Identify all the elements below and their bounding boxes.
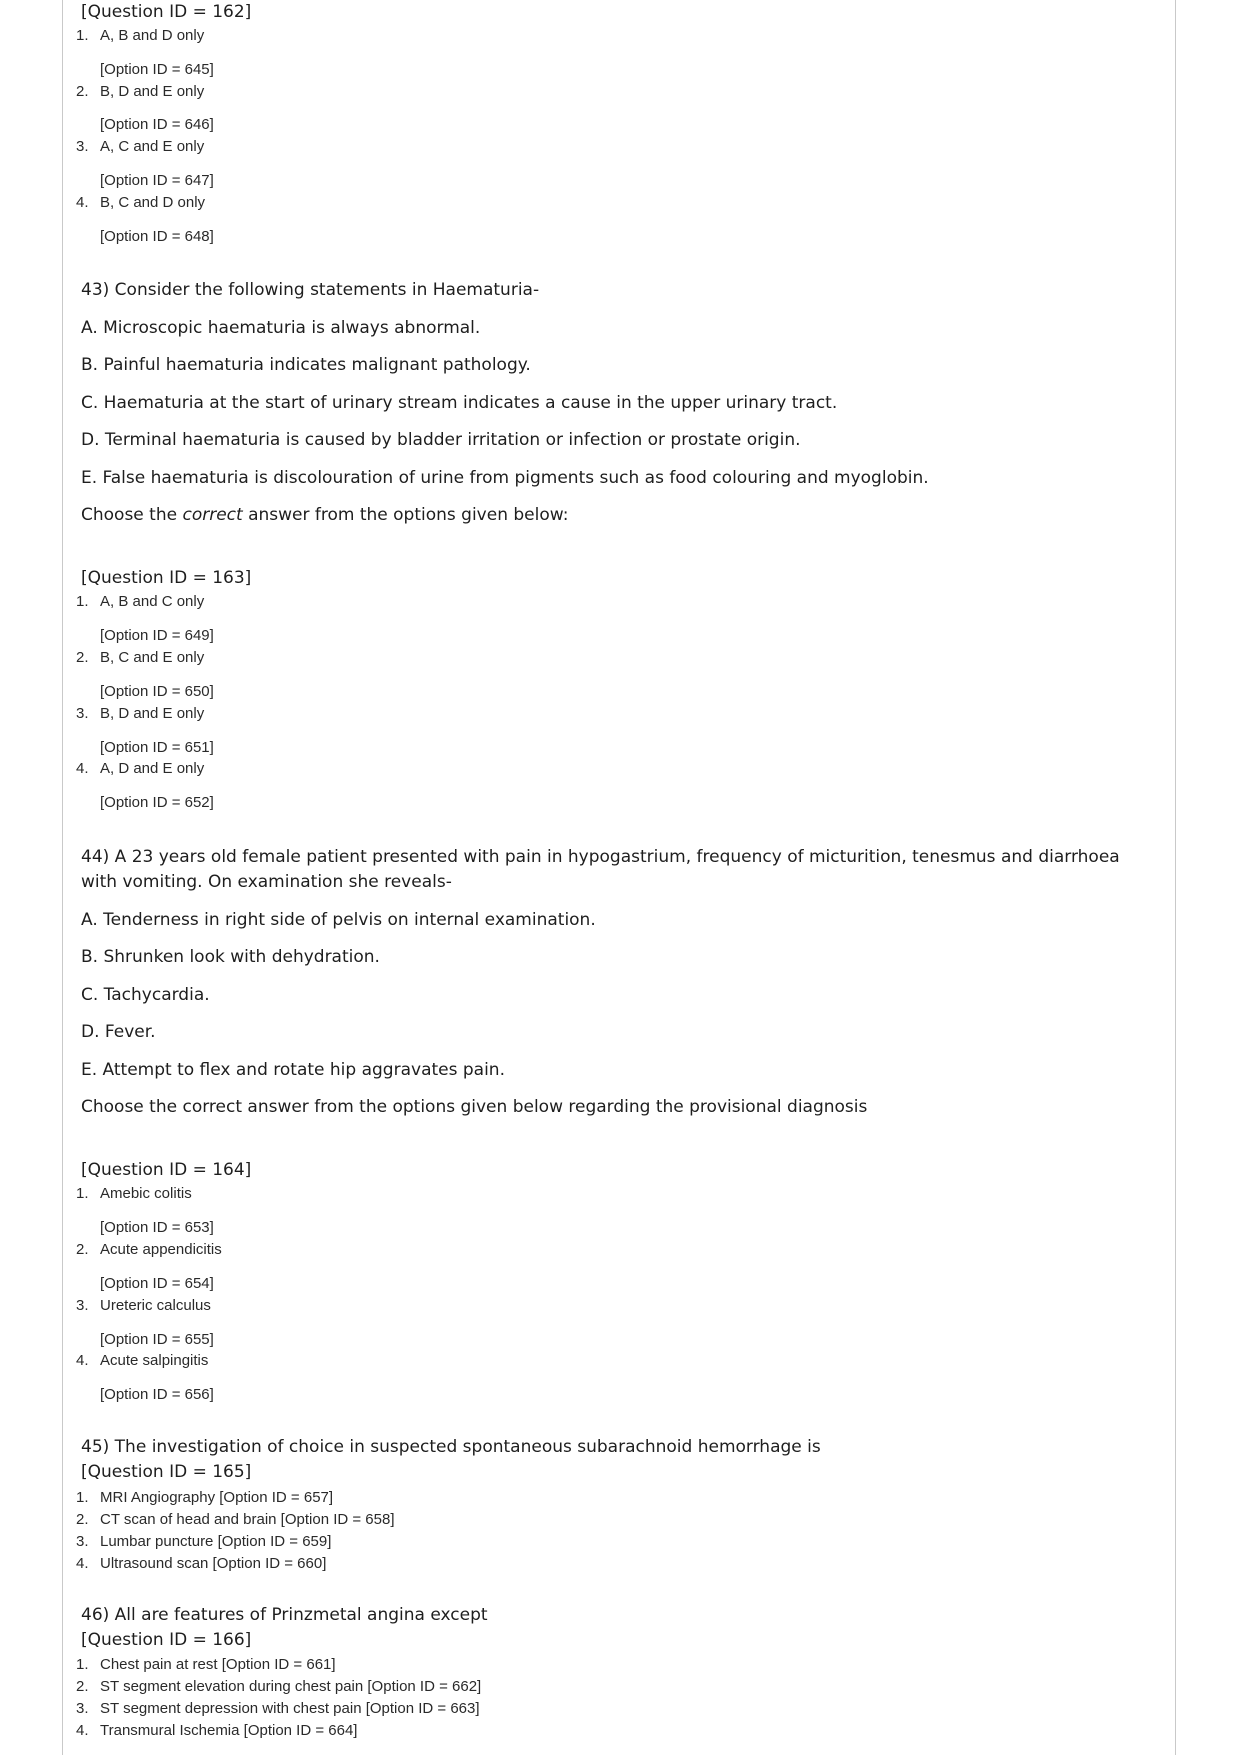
q42-option-4-id: [Option ID = 648] (100, 228, 214, 245)
q42-option-4-text[interactable]: B, C and D only (100, 194, 206, 211)
q44-option-1-id: [Option ID = 653] (100, 1219, 214, 1236)
q46-option-2-text[interactable]: ST segment elevation during chest pain [Option ID = 662] (100, 1678, 482, 1695)
q43-option-2-number: 2. (76, 649, 89, 666)
q42-option-2-number: 2. (76, 83, 89, 100)
q45-option-4-text[interactable]: Ultrasound scan [Option ID = 660] (100, 1555, 327, 1572)
q43-option-4-number: 4. (76, 760, 89, 777)
q44-option-4-text[interactable]: Acute salpingitis (100, 1352, 209, 1369)
q43-option-3-id: [Option ID = 651] (100, 739, 214, 756)
q43-option-4-id: [Option ID = 652] (100, 794, 214, 811)
q43-statement-e: E. False haematuria is discolouration of urine from pigments such as food colouring and myoglobin. (81, 468, 929, 488)
question-id-163: [Question ID = 163] (81, 568, 252, 588)
q46-option-1-number: 1. (76, 1656, 89, 1673)
q44-statement-e: E. Attempt to flex and rotate hip aggravates pain. (81, 1060, 505, 1080)
q44-option-2-id: [Option ID = 654] (100, 1275, 214, 1292)
q43-option-2-id: [Option ID = 650] (100, 683, 214, 700)
q42-option-2-id: [Option ID = 646] (100, 116, 214, 133)
q43-statement-c: C. Haematuria at the start of urinary stream indicates a cause in the upper urinary tract. (81, 393, 838, 413)
q45-option-4-number: 4. (76, 1555, 89, 1572)
q43-option-3-number: 3. (76, 705, 89, 722)
q42-option-3-id: [Option ID = 647] (100, 172, 214, 189)
q43-instruction (81, 505, 568, 525)
question-id-164: [Question ID = 164] (81, 1160, 252, 1180)
q45-heading: 45) The investigation of choice in suspected spontaneous subarachnoid hemorrhage is (81, 1437, 821, 1457)
q44-option-3-text[interactable]: Ureteric calculus (100, 1297, 211, 1314)
q42-option-1-number: 1. (76, 27, 89, 44)
question-id-166: [Question ID = 166] (81, 1630, 252, 1650)
q43-statement-a: A. Microscopic haematuria is always abnormal. (81, 318, 481, 338)
q45-option-3-number: 3. (76, 1533, 89, 1550)
q44-statement-a: A. Tenderness in right side of pelvis on internal examination. (81, 910, 596, 930)
q42-option-1-text[interactable]: A, B and D only (100, 27, 205, 44)
q43-option-1-number: 1. (76, 593, 89, 610)
q45-option-2-text[interactable]: CT scan of head and brain [Option ID = 658] (100, 1511, 395, 1528)
q44-option-3-number: 3. (76, 1297, 89, 1314)
q44-option-1-text[interactable]: Amebic colitis (100, 1185, 192, 1202)
q45-option-3-text[interactable]: Lumbar puncture [Option ID = 659] (100, 1533, 332, 1550)
q44-option-1-number: 1. (76, 1185, 89, 1202)
q44-option-3-id: [Option ID = 655] (100, 1331, 214, 1348)
q42-option-1-id: [Option ID = 645] (100, 61, 214, 78)
q42-option-3-number: 3. (76, 138, 89, 155)
q44-option-2-text[interactable]: Acute appendicitis (100, 1241, 222, 1258)
q46-option-3-text[interactable]: ST segment depression with chest pain [Option ID = 663] (100, 1700, 480, 1717)
q44-statement-d: D. Fever. (81, 1022, 156, 1042)
question-id-162: [Question ID = 162] (81, 2, 252, 22)
q43-option-2-text[interactable]: B, C and E only (100, 649, 205, 666)
q44-option-2-number: 2. (76, 1241, 89, 1258)
q46-option-4-text[interactable]: Transmural Ischemia [Option ID = 664] (100, 1722, 358, 1739)
q43-statement-b: B. Painful haematuria indicates malignant pathology. (81, 355, 531, 375)
q46-option-4-number: 4. (76, 1722, 89, 1739)
q43-statement-d: D. Terminal haematuria is caused by bladder irritation or infection or prostate origin. (81, 430, 801, 450)
q43-instruction-pre: Choose the (81, 505, 183, 525)
q43-instruction-post: answer from the options given below: (242, 505, 569, 525)
q46-option-1-text[interactable]: Chest pain at rest [Option ID = 661] (100, 1656, 336, 1673)
q44-statement-c: C. Tachycardia. (81, 985, 210, 1005)
q46-option-2-number: 2. (76, 1678, 89, 1695)
q44-heading: 44) A 23 years old female patient presented with pain in hypogastrium, frequency of micturition, tenesmus and diarrhoea with vomiting. On examination she reveals- (81, 847, 1120, 892)
q44-option-4-number: 4. (76, 1352, 89, 1369)
q45-option-1-number: 1. (76, 1489, 89, 1506)
q43-option-4-text[interactable]: A, D and E only (100, 760, 205, 777)
q43-option-1-id: [Option ID = 649] (100, 627, 214, 644)
q42-option-3-text[interactable]: A, C and E only (100, 138, 205, 155)
q45-option-1-text[interactable]: MRI Angiography [Option ID = 657] (100, 1489, 334, 1506)
q46-heading: 46) All are features of Prinzmetal angina except (81, 1605, 488, 1625)
q43-option-1-text[interactable]: A, B and C only (100, 593, 205, 610)
q43-option-3-text[interactable]: B, D and E only (100, 705, 205, 722)
q44-statement-b: B. Shrunken look with dehydration. (81, 947, 380, 967)
q43-instruction-emphasis: correct (182, 505, 243, 525)
q43-heading: 43) Consider the following statements in Haematuria- (81, 280, 540, 300)
q42-option-4-number: 4. (76, 194, 89, 211)
question-id-165: [Question ID = 165] (81, 1462, 252, 1482)
q44-option-4-id: [Option ID = 656] (100, 1386, 214, 1403)
q42-option-2-text[interactable]: B, D and E only (100, 83, 205, 100)
q46-option-3-number: 3. (76, 1700, 89, 1717)
q44-instruction: Choose the correct answer from the options given below regarding the provisional diagnosis (81, 1097, 868, 1117)
q45-option-2-number: 2. (76, 1511, 89, 1528)
